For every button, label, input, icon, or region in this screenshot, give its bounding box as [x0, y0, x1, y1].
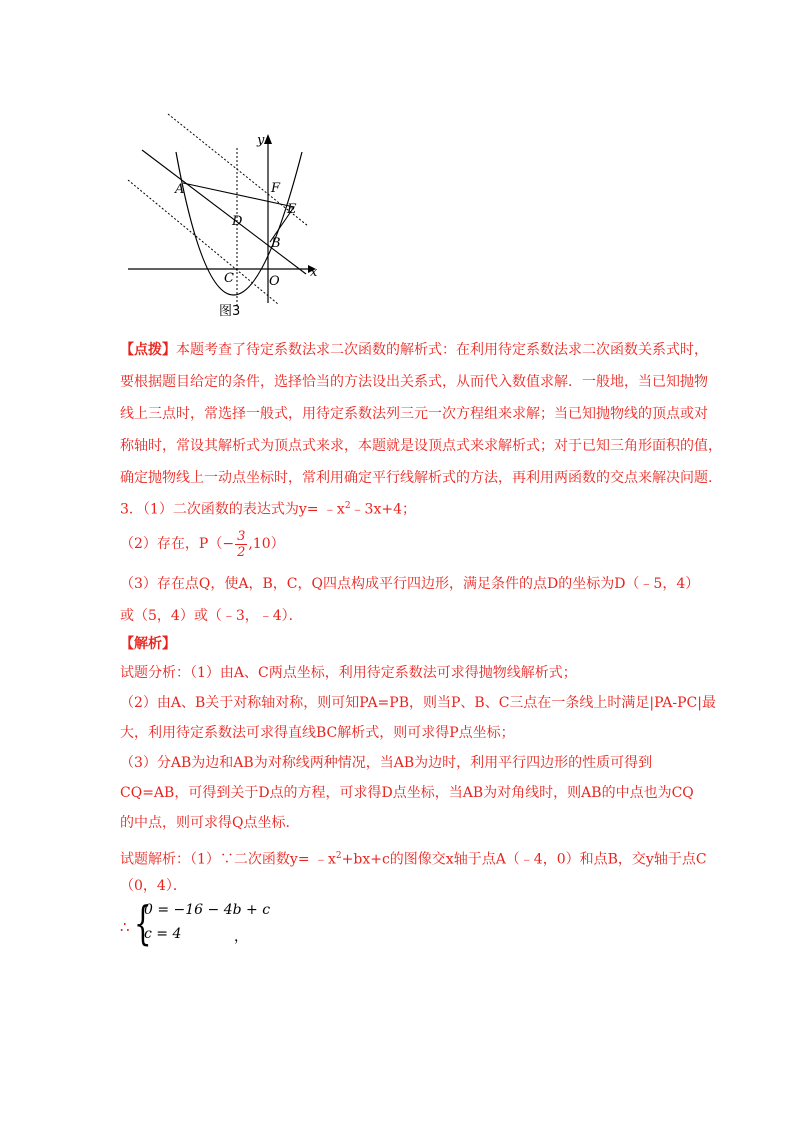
analysis-line-5: CQ=AB，可得到关于D点的方程，可求得D点坐标，当AB为对角线时，则AB的中点也为CQ: [120, 785, 694, 801]
analysis-line-2: （2）由A、B关于对称轴对称，则可知PA=PB，则当P、B、C三点在一条线上时满足|PA-PC|最: [120, 695, 716, 711]
equation-1: 0 = −16 − 4b + c: [144, 902, 271, 918]
q3-answer-3-line-2: 或（5，4）或（﹣3，﹣4）．: [120, 608, 303, 624]
line-ab: [142, 150, 306, 274]
detail-line-1: 试题解析：（1）∵二次函数$y= ﹣x^2+bx+c$的图像交x轴于点A（﹣4，0）和点B，交y轴于点C: [120, 851, 707, 868]
label-o: O: [269, 274, 280, 289]
q3-answer-2: （2）存在，P（− $\frac{3}{2}$ ,10）: [120, 528, 285, 560]
dianbo-line-5: 确定抛物线上一动点坐标时，常利用确定平行线解析式的方法，再利用两函数的交点来解决问题.: [120, 470, 713, 486]
equation-system: [120, 896, 320, 950]
analysis-line-3: 大，利用待定系数法可求得直线BC解析式，则可求得P点坐标；: [120, 725, 515, 741]
q3-answer-3-line-1: （3）存在点Q，使A，B，C，Q四点构成平行四边形，满足条件的点D的坐标为D（﹣5，4）: [120, 576, 700, 592]
detail-line-2: （0，4）．: [120, 878, 187, 894]
figure-caption: 图3: [219, 304, 241, 319]
dianbo-line-1: 【点拨】本题考查了待定系数法求二次函数的解析式：在利用待定系数法求二次函数关系式时，: [120, 342, 708, 358]
q3-answer-1: 3．（1）二次函数的表达式为$y= ﹣x^2﹣3x+4$；: [120, 501, 416, 518]
dianbo-line-3: 线上三点时，常选择一般式，用待定系数法列三元一次方程组来求解；当已知抛物线的顶点或对: [120, 406, 708, 422]
label-f: F: [271, 181, 281, 196]
label-x: x: [310, 265, 318, 280]
label-y: y: [257, 133, 265, 148]
analysis-line-6: 的中点，则可求得Q点坐标.: [120, 815, 290, 831]
comma: ，: [234, 929, 248, 945]
brace: {: [134, 896, 152, 950]
label-b: B: [271, 236, 281, 251]
therefore-symbol: ∴: [120, 918, 130, 936]
dianbo-line-2: 要根据题目给定的条件，选择恰当的方法设出关系式，从而代入数值求解．一般地，当已知抛物: [120, 374, 708, 390]
dianbo-line-4: 称轴时，常设其解析式为顶点式来求，本题就是设顶点式来求解析式；对于已知三角形面积的值，: [120, 438, 722, 454]
label-e: E: [287, 202, 297, 217]
analysis-line-1: 试题分析：（1）由A、C两点坐标，利用待定系数法可求得抛物线解析式；: [120, 665, 577, 681]
label-a: A: [175, 182, 185, 197]
y-axis-arrow: [264, 134, 272, 144]
dianbo-tag: 【点拨】: [120, 342, 176, 358]
graph-svg: [120, 108, 330, 323]
label-c: C: [224, 271, 234, 286]
fraction-3-2: $\frac{3}{2}$: [237, 528, 246, 560]
analysis-line-4: （3）分AB为边和AB为对称线两种情况，当AB为边时，利用平行四边形的性质可得到: [120, 755, 653, 771]
label-d: D: [232, 214, 243, 229]
figure-3: [120, 108, 330, 323]
equation-2: c = 4: [144, 926, 182, 942]
jiexi-tag: 【解析】: [120, 636, 176, 652]
